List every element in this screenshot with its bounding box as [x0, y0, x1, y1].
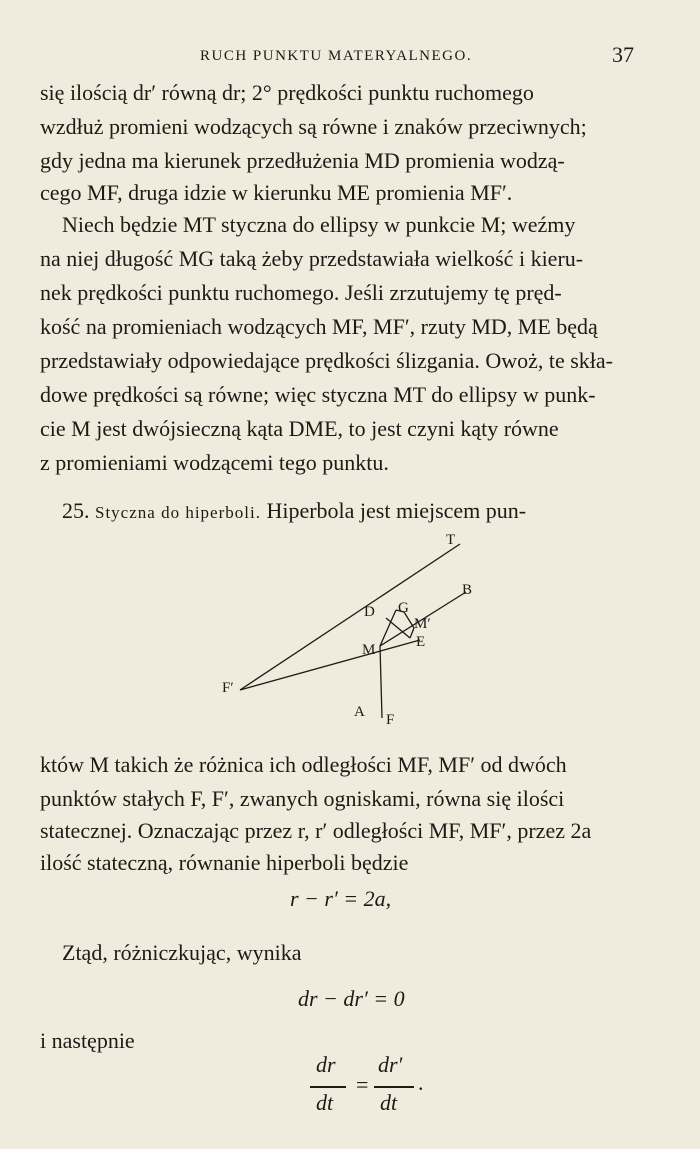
text-line: przedstawiały odpowiedające prędkości ślizgania. Owoż, te skła- [40, 348, 614, 373]
label-F-prime: F′ [222, 680, 234, 696]
label-M: M [362, 642, 376, 658]
label-E: E [416, 634, 426, 650]
running-head: RUCH PUNKTU MATERYALNEGO. [200, 48, 473, 64]
text-line: kość na promieniach wodzących MF, MF′, rzuty MD, ME będą [40, 314, 598, 339]
denominator-left: dt [316, 1090, 334, 1115]
period: . [418, 1070, 424, 1095]
label-G: G [398, 600, 409, 616]
fraction-bar-right [374, 1086, 414, 1088]
text-line: dowe prędkości są równe; więc styczna MT do ellipsy w punk- [40, 382, 596, 407]
text-line: cie M jest dwójsieczną kąta DME, to jest czyni kąty równe [40, 416, 559, 441]
text-line: ilość stateczną, równanie hiperboli będzie [40, 850, 409, 875]
label-T: T [446, 532, 456, 548]
radius-M-F [380, 646, 382, 718]
text-line: się ilością dr′ równą dr; 2° prędkości punktu ruchomego [40, 80, 534, 105]
label-M-prime: M′ [414, 616, 431, 632]
denominator-right: dt [380, 1090, 398, 1115]
label-B: B [462, 582, 473, 598]
text-line: Ztąd, różniczkując, wynika [62, 940, 302, 965]
equals-sign: = [356, 1072, 369, 1097]
text-line: nek prędkości punktu ruchomego. Jeśli zrzutujemy tę pręd- [40, 280, 562, 305]
section-title: Styczna do hiperboli. [95, 503, 261, 522]
text-line: Niech będzie MT styczna do ellipsy w punkcie M; weźmy [62, 212, 576, 237]
page-number: 37 [612, 42, 634, 67]
fraction-bar-left [310, 1086, 346, 1088]
text-line: na niej długość MG taką żeby przedstawiała wielkość i kieru- [40, 246, 584, 271]
label-F: F [386, 712, 395, 728]
text-line: statecznej. Oznaczając przez r, r′ odległości MF, MF′, przez 2a [40, 818, 592, 843]
text-line: wzdłuż promieni wodzących są równe i znaków przeciwnych; [40, 114, 587, 139]
text-line: z promieniami wodzącemi tego punktu. [40, 450, 389, 475]
numerator-left: dr [316, 1052, 336, 1077]
equation-hyperbola: r − r′ = 2a, [290, 886, 392, 911]
text-line: gdy jedna ma kierunek przedłużenia MD promienia wodzą- [40, 148, 565, 173]
text-line: cego MF, druga idzie w kierunku ME promienia MF′. [40, 180, 513, 205]
label-D: D [364, 604, 375, 620]
text-line: punktów stałych F, F′, zwanych ogniskami, równa się ilości [40, 786, 565, 811]
section-number: 25. [62, 498, 90, 523]
numerator-right: dr′ [378, 1052, 403, 1077]
equation-derivative [310, 1052, 430, 1132]
label-A: A [354, 704, 365, 720]
radius-F-prime-M [240, 640, 420, 690]
section-text: Hiperbola jest miejscem pun- [266, 498, 527, 523]
text-line: i następnie [40, 1028, 135, 1053]
equation-differential: dr − dr′ = 0 [298, 986, 405, 1011]
text-line: któw M takich że różnica ich odległości MF, MF′ od dwóch [40, 752, 567, 777]
